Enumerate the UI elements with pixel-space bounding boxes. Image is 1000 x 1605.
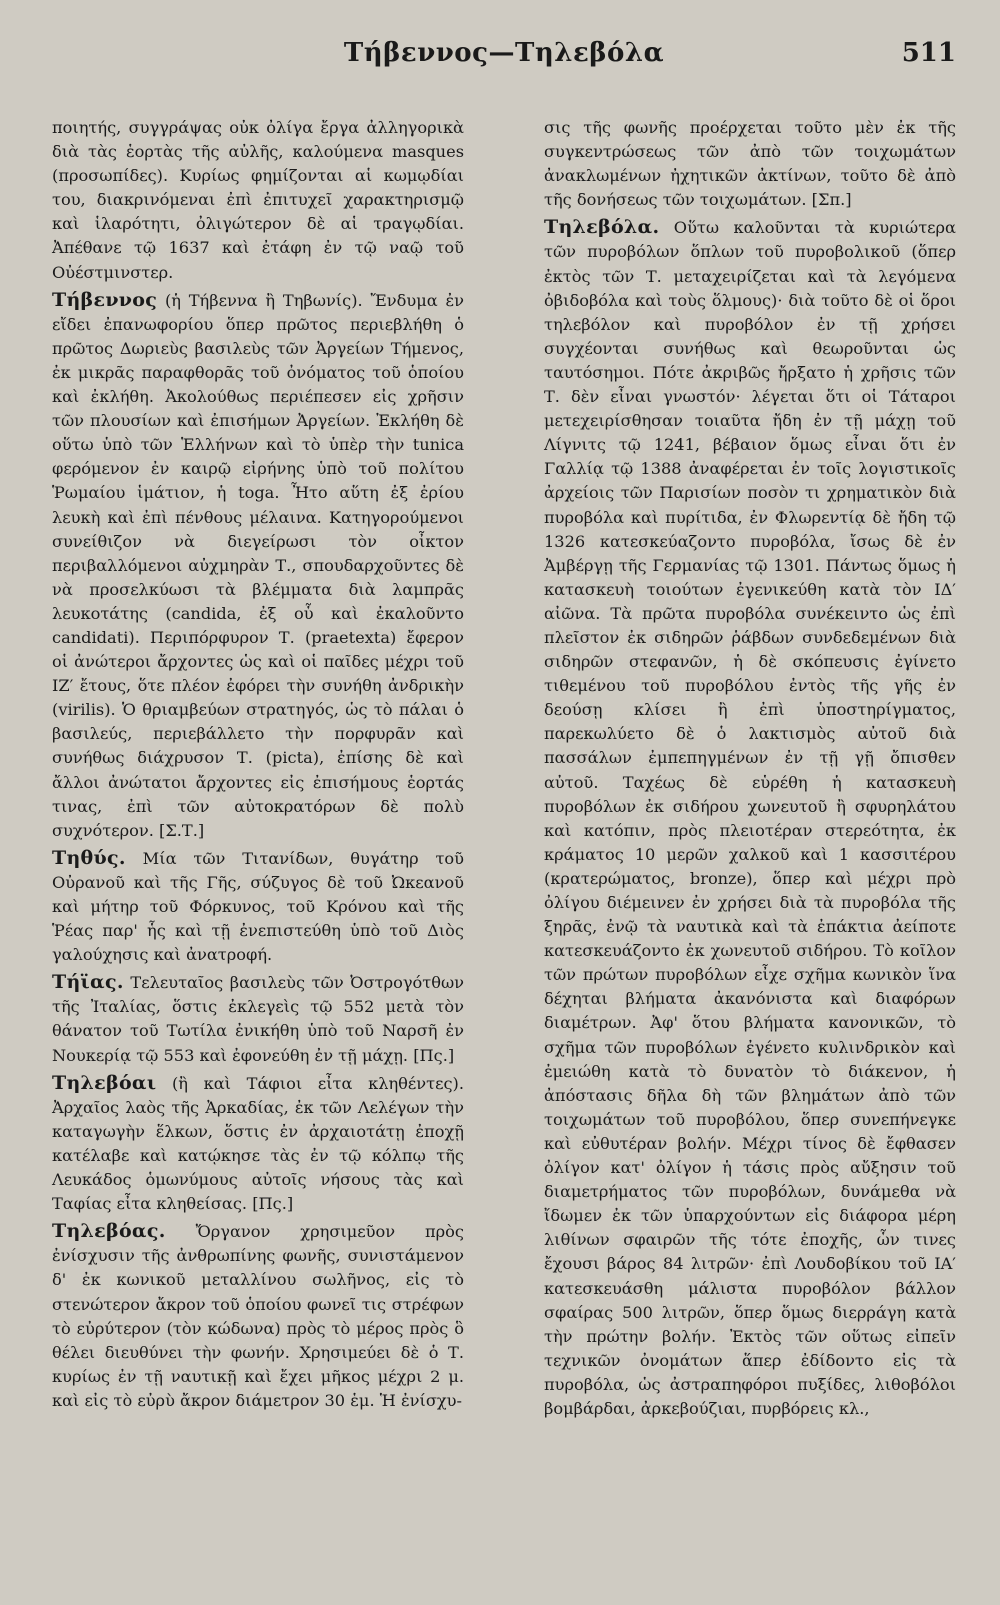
entry xyxy=(52,116,464,285)
right-column xyxy=(544,116,956,1424)
headword: Τηλεβόας. xyxy=(52,1220,166,1243)
entry xyxy=(544,215,956,1421)
entry-text: Ὄργανον χρησιμεῦον πρὸς ἐνίσχυσιν τῆς ἀνθρωπίνης φωνῆς, συνιστάμενον δ' ἐκ κωνικοῦ μεταλλίνου σωλῆνος, εἰς τὸ στενώτερον ἄκρον τοῦ ὁποίου φωνεῖ τις στρέφων τὸ εὐρύτερον (τὸν κώδωνα) πρὸς τὸ μέρος πρὸς ὃ θέλει διευθύνει τὴν φωνήν. Χρησιμεύει δὲ ὁ Τ. κυρίως ἐν τῇ ναυτικῇ καὶ ἔχει μῆκος μέχρι 2 μ. καὶ εἰς τὸ εὐρὺ ἄκρον διάμετρον 30 ἑμ. Ἡ ἐνίσχυ- xyxy=(52,1222,464,1410)
entry-text: ποιητής, συγγράψας οὐκ ὀλίγα ἔργα ἀλληγορικὰ διὰ τὰς ἑορτὰς τῆς αὐλῆς, καλούμενα masques (προσωπίδες). Κυρίως φημίζονται αἱ κωμῳδίαι του, διακρινόμεναι ἐπὶ ἐπιτυχεῖ χαρακτηρισμῷ καὶ ἱλαρότητι, ὀλιγώτερον δὲ αἱ τραγῳδίαι. Ἀπέθανε τῷ 1637 καὶ ἐτάφη ἐν τῷ ναῷ τοῦ Οὐέστμινστερ. xyxy=(52,118,464,282)
headword: Τηλεβόαι xyxy=(52,1071,157,1094)
entry-text: Τελευταῖος βασιλεὺς τῶν Ὀστρογότθων τῆς Ἰταλίας, ὅστις ἐκλεγεὶς τῷ 552 μετὰ τὸν θάνατον τοῦ Τωτίλα ἐνικήθη ὑπὸ τοῦ Ναρσῆ ἐν Νουκερίᾳ τῷ 553 καὶ ἐφονεύθη ἐν τῇ μάχῃ. [Πς.] xyxy=(52,973,464,1065)
entry xyxy=(544,116,956,212)
running-head-title: Τήβεννος—Τηλεβόλα xyxy=(343,38,665,68)
headword: Τήβεννος xyxy=(52,288,158,311)
entry xyxy=(52,1071,464,1217)
headword: Τήϊας. xyxy=(52,971,124,994)
entry xyxy=(52,970,464,1067)
text-columns xyxy=(52,116,956,1424)
entry-text: Οὕτω καλοῦνται τὰ κυριώτερα τῶν πυροβόλων ὅπλων τοῦ πυροβολικοῦ (ὅπερ ἐκτὸς τῶν Τ. μεταχειρίζεται καὶ τὰ λεγόμενα ὀβιδοβόλα καὶ τοὺς ὅλμους)· διὰ τοῦτο δὲ οἱ ὅροι τηλεβόλον καὶ πυροβόλον ἐν τῇ χρήσει συγχέονται συνήθως καὶ θεωροῦνται ὡς ταυτόσημοι. Πότε ἀκριβῶς ἤρξατο ἡ χρῆσις τῶν Τ. δὲν εἶναι γνωστόν· λέγεται ὅτι οἱ Τάταροι μετεχειρίσθησαν τοιαῦτα ἤδη ἐν τῇ μάχῃ τοῦ Λίγνιτς τῷ 1241, βέβαιον ὅμως εἶναι ὅτι ἐν Γαλλίᾳ τῷ 1388 ἀναφέρεται ἐν τοῖς λογιστικοῖς ἀρχείοις τῶν Παρισίων ποσὸν τι χρηματικὸν διὰ πυροβόλα καὶ πυρίτιδα, ἐν Φλωρεντίᾳ δὲ ἤδη τῷ 1326 κατεσκεύαζοντο πυροβόλα, ἴσως δὲ ἐν Ἀμβέργῃ τῆς Γερμανίας τῷ 1301. Πάντως ὅμως ἡ κατασκευὴ τοιούτων ἐγενικεύθη κατὰ τὸν ΙΔ′ αἰῶνα. Τὰ πρῶτα πυροβόλα συνέκειντο ὡς ἐπὶ πλεῖστον ἐκ σιδηρῶν ῥάβδων συνδεδεμένων διὰ σιδηρῶν στεφανῶν, ἡ δὲ σκόπευσις ἐγίνετο τιθεμένου τοῦ πυροβόλου ἐντὸς τῆς γῆς ἐν δεούσῃ κλίσει ἢ ἐπὶ ὑποστηρίγματος, παρεκωλύετο δὲ ὁ λακτισμὸς αὐτοῦ διὰ πασσάλων ἐμπεπηγμένων ἐν τῇ γῇ ὄπισθεν αὐτοῦ. Ταχέως δὲ εὑρέθη ἡ κατασκευὴ πυροβόλων ἐκ σιδήρου χωνευτοῦ ἢ σφυρηλάτου καὶ κατόπιν, πρὸς πλειοτέραν στερεότητα, ἐκ κράματος 10 μερῶν χαλκοῦ καὶ 1 κασσιτέρου (κρατερώματος, bronze), ὅπερ καὶ μέχρι πρὸ ὀλίγου διέμεινεν ἐν χρήσει διὰ τὰ πυροβόλα τῆς ξηρᾶς, ἐνῷ τὰ ναυτικὰ καὶ τὰ ἐπάκτια ἀείποτε κατεσκευάζοντο ἐκ χωνευτοῦ σιδήρου. Τὸ κοῖλον τῶν πρώτων πυροβόλων εἶχε σχῆμα κωνικὸν ἵνα δέχηται βλήματα ἀκανόνιστα καὶ διαφόρων διαμέτρων. Ἀφ' ὅτου βλήματα κανονικῶν, τὸ σχῆμα τῶν πυροβόλων ἐγένετο κυλινδρικὸν καὶ ἐμειώθη κατὰ τὸ δυνατὸν τὸ διάκενον, ἡ ἀπόστασις δῆλα δὴ τῶν βλημάτων ἀπὸ τῶν τοιχωμάτων τοῦ πυροβόλου, ὅπερ συνεπήνεγκε καὶ εὐθυτέραν βολήν. Μέχρι τίνος δὲ ἔφθασεν ὀλίγον κατ' ὀλίγον ἡ τάσις πρὸς αὔξησιν τοῦ διαμετρήματος τῶν πυροβόλων, δυνάμεθα νὰ ἴδωμεν ἐκ τῶν ὑπαρχούντων εἰς διάφορα μέρη λιθίνων σφαιρῶν τῆς τότε ἐποχῆς, ὧν τινες ἔχουσι βάρος 84 λιτρῶν· ἐπὶ Λουδοβίκου τοῦ ΙΑ′ κατεσκευάσθη μάλιστα πυροβόλον βάλλον σφαίρας 500 λιτρῶν, ὅπερ ὅμως διερράγη κατὰ τὴν πρώτην βολήν. Ἐκτὸς τῶν οὕτως εἰπεῖν τεχνικῶν ὀνομάτων ἅπερ ἐδίδοντο εἰς τὰ πυροβόλα, ὡς ἀστραπηφόροι πυξίδες, λιθοβόλοι βομβάρδαι, ἀρκεβούζιαι, πυρβόρεις κλ., xyxy=(544,218,956,1418)
left-column xyxy=(52,116,464,1424)
entry-text: (ἡ Τήβεννα ἢ Τηβωνίς). Ἔνδυμα ἐν εἴδει ἐπανωφορίου ὅπερ πρῶτος περιεβλήθη ὁ πρῶτος Δωριεὺς βασιλεὺς τῶν Ἀργείων Τήμενος, ἐκ μικρᾶς παραφθορᾶς τοῦ ὀνόματος τοῦ ὁποίου καὶ ἐκλήθη. Ἀκολούθως περιέπεσεν εἰς χρῆσιν τῶν πλουσίων καὶ ἐπισήμων Ἀργείων. Ἐκλήθη δὲ οὕτω ὑπὸ τῶν Ἑλλήνων καὶ τὸ ὑπὲρ τὴν tunica φερόμενον ἐν καιρῷ εἰρήνης ὑπὸ τοῦ πολίτου Ῥωμαίου ἱμάτιον, ἡ toga. Ἦτο αὕτη ἐξ ἐρίου λευκὴ καὶ ἐπὶ πένθους μέλαινα. Κατηγορούμενοι συνείθιζον νὰ διεγείρωσι τὸν οἶκτον περιβαλλόμενοι αὐχμηρὰν Τ., σπουδαρχοῦντες δὲ νὰ προσελκύωσι τὰ βλέμματα διὰ λαμπρᾶς λευκοτάτης (candida, ἐξ οὗ καὶ ἐκαλοῦντο candidati). Περιπόρφυρον Τ. (praetexta) ἔφερον οἱ ἀνώτεροι ἄρχοντες ὡς καὶ οἱ παῖδες μέχρι τοῦ ΙΖ′ ἔτους, ὅτε πλέον ἐφόρει τὴν συνήθη ἀνδρικὴν (virilis). Ὁ θριαμβεύων στρατηγός, ὡς τὸ πάλαι ὁ βασιλεύς, περιεβάλλετο τὴν πορφυρᾶν καὶ συνήθως διάχρυσον Τ. (picta), ἐπίσης δὲ καὶ ἄλλοι ἀνώτατοι ἄρχοντες εἰς ἐπισήμους ἑορτάς τινας, ἐπὶ τῶν αὐτοκρατόρων δὲ πολὺ συχνότερον. [Σ.Τ.] xyxy=(52,290,464,840)
entry-text: Μία τῶν Τιτανίδων, θυγάτηρ τοῦ Οὐρανοῦ καὶ τῆς Γῆς, σύζυγος δὲ τοῦ Ὠκεανοῦ καὶ μήτηρ τοῦ Φόρκυνος, τοῦ Κρόνου καὶ τῆς Ῥέας παρ' ἧς καὶ τῇ ἐνεπιστεύθη ὑπὸ τοῦ Διὸς γαλούχησις καὶ ἀνατροφή. xyxy=(52,848,464,965)
headword: Τηλεβόλα. xyxy=(544,216,660,239)
entry xyxy=(52,288,464,843)
entry-text: (ἢ καὶ Τάφιοι εἶτα κληθέντες). Ἀρχαῖος λαὸς τῆς Ἀρκαδίας, ἐκ τῶν Λελέγων τὴν καταγωγὴν ἕλκων, ὅστις ἐν ἀρχαιοτάτῃ ἐποχῇ κατέλαβε καὶ κατῴκησε τὰς ἐν τῷ κόλπῳ τῆς Λευκάδος ὁμωνύμους αὐτοῖς νήσους τὰς καὶ Ταφίας εἶτα κληθείσας. [Πς.] xyxy=(52,1073,464,1214)
page-number: 511 xyxy=(901,38,956,68)
headword: Τηθύς. xyxy=(52,846,126,869)
entry xyxy=(52,846,464,967)
entry-text: σις τῆς φωνῆς προέρχεται τοῦτο μὲν ἐκ τῆς συγκεντρώσεως τῶν ἀπὸ τῶν τοιχωμάτων ἀνακλωμένων ἠχητικῶν ἀκτίνων, τοῦτο δὲ ἀπὸ τῆς δονήσεως τῶν τοιχωμάτων. [Σπ.] xyxy=(544,118,956,210)
entry xyxy=(52,1219,464,1413)
running-head xyxy=(52,32,956,78)
